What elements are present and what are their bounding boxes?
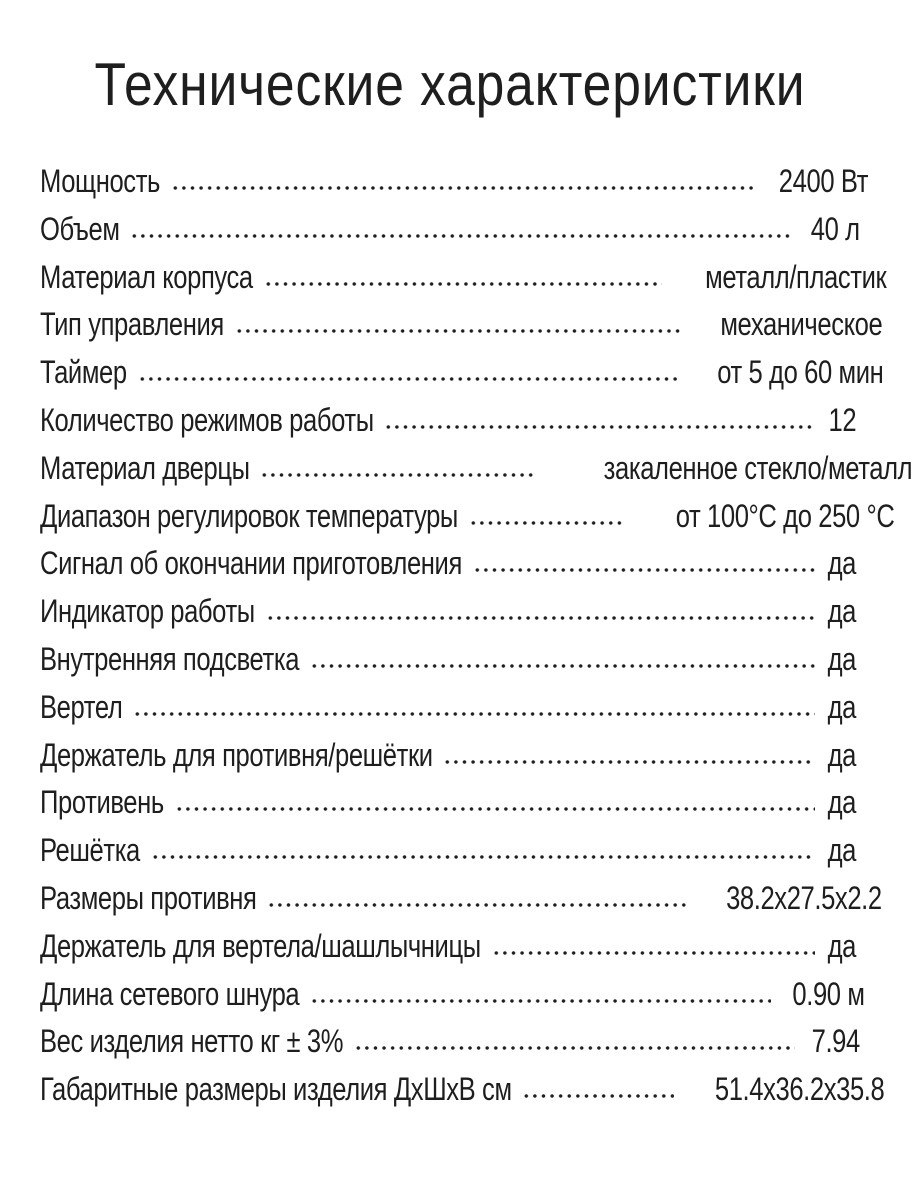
spec-value: от 100°C до 250 °C — [675, 497, 894, 534]
spec-label: Сигнал об окончании приготовления — [40, 545, 462, 582]
spec-value: да — [827, 545, 856, 582]
dot-leader — [469, 521, 625, 525]
spec-row — [40, 827, 854, 875]
spec-value: 0.90 м — [792, 975, 865, 1012]
spec-value: да — [827, 688, 856, 725]
spec-row — [40, 254, 887, 302]
dot-leader — [443, 760, 814, 764]
spec-list — [40, 158, 912, 1114]
spec-label: Мощность — [40, 163, 160, 199]
spec-label: Длина сетевого шнура — [40, 975, 300, 1012]
spec-value: да — [827, 832, 856, 869]
spec-value: закаленное стекло/металл — [603, 449, 912, 486]
spec-value: 40 л — [811, 210, 860, 247]
spec-row — [40, 206, 860, 254]
dot-leader — [384, 425, 815, 429]
spec-label: Материал дверцы — [40, 449, 250, 486]
spec-value: от 5 до 60 мин — [717, 354, 884, 391]
spec-label: Размеры противня — [40, 879, 257, 916]
dot-leader — [310, 999, 771, 1003]
spec-row — [40, 158, 869, 206]
spec-row — [40, 971, 865, 1019]
dot-leader — [235, 329, 682, 333]
spec-label: Держатель для противня/решётки — [40, 736, 433, 773]
spec-label: Тип управления — [40, 306, 224, 343]
dot-leader — [175, 807, 815, 811]
spec-label: Материал корпуса — [40, 258, 253, 295]
dot-leader — [130, 234, 794, 238]
spec-row — [40, 445, 912, 493]
spec-row — [40, 732, 854, 780]
spec-label: Решётка — [40, 832, 140, 869]
spec-label: Вес изделия нетто кг ± 3% — [40, 1023, 344, 1060]
dot-leader — [266, 616, 815, 620]
spec-row — [40, 636, 854, 684]
spec-row — [40, 301, 883, 349]
dot-leader — [260, 473, 534, 477]
spec-label: Внутренняя подсветка — [40, 640, 300, 677]
spec-row — [40, 493, 894, 541]
spec-row — [40, 779, 854, 827]
spec-value: 7.94 — [811, 1023, 860, 1060]
spec-label: Габаритные размеры изделия ДхШхВ см — [40, 1071, 512, 1108]
spec-row — [40, 540, 854, 588]
spec-value: да — [827, 736, 856, 773]
dot-leader — [267, 903, 687, 907]
dot-leader — [522, 1094, 673, 1098]
spec-row — [40, 588, 854, 636]
spec-row — [40, 397, 854, 445]
spec-row — [40, 1066, 885, 1114]
spec-value: да — [827, 927, 856, 964]
spec-value: да — [827, 593, 856, 630]
dot-leader — [171, 186, 754, 190]
spec-label: Держатель для вертела/шашлычницы — [40, 927, 481, 964]
spec-value: металл/пластик — [705, 258, 887, 295]
spec-value: 51.4x36.2x35.8 — [714, 1071, 885, 1108]
spec-label: Диапазон регулировок температуры — [40, 497, 458, 534]
spec-label: Количество режимов работы — [40, 401, 374, 438]
spec-value: да — [827, 784, 856, 821]
spec-label: Противень — [40, 784, 164, 821]
spec-row — [40, 923, 854, 971]
dot-leader — [310, 664, 815, 668]
spec-value: механическое — [720, 306, 883, 343]
spec-label: Объем — [40, 210, 120, 247]
spec-row — [40, 1018, 860, 1066]
spec-label: Таймер — [40, 354, 127, 391]
page-title: Технические характеристики — [94, 51, 806, 118]
dot-leader — [264, 282, 663, 286]
spec-row — [40, 684, 854, 732]
spec-value: 2400 Вт — [778, 163, 869, 199]
spec-row — [40, 875, 882, 923]
spec-value: 38.2x27.5x2.2 — [725, 879, 882, 916]
dot-leader — [133, 712, 815, 716]
dot-leader — [492, 951, 815, 955]
dot-leader — [151, 855, 815, 859]
spec-value: 12 — [828, 401, 856, 438]
spec-value: да — [827, 640, 856, 677]
dot-leader — [138, 377, 678, 381]
dot-leader — [354, 1046, 795, 1050]
spec-label: Вертел — [40, 688, 123, 725]
dot-leader — [473, 568, 815, 572]
spec-row — [40, 349, 884, 397]
spec-label: Индикатор работы — [40, 593, 255, 630]
